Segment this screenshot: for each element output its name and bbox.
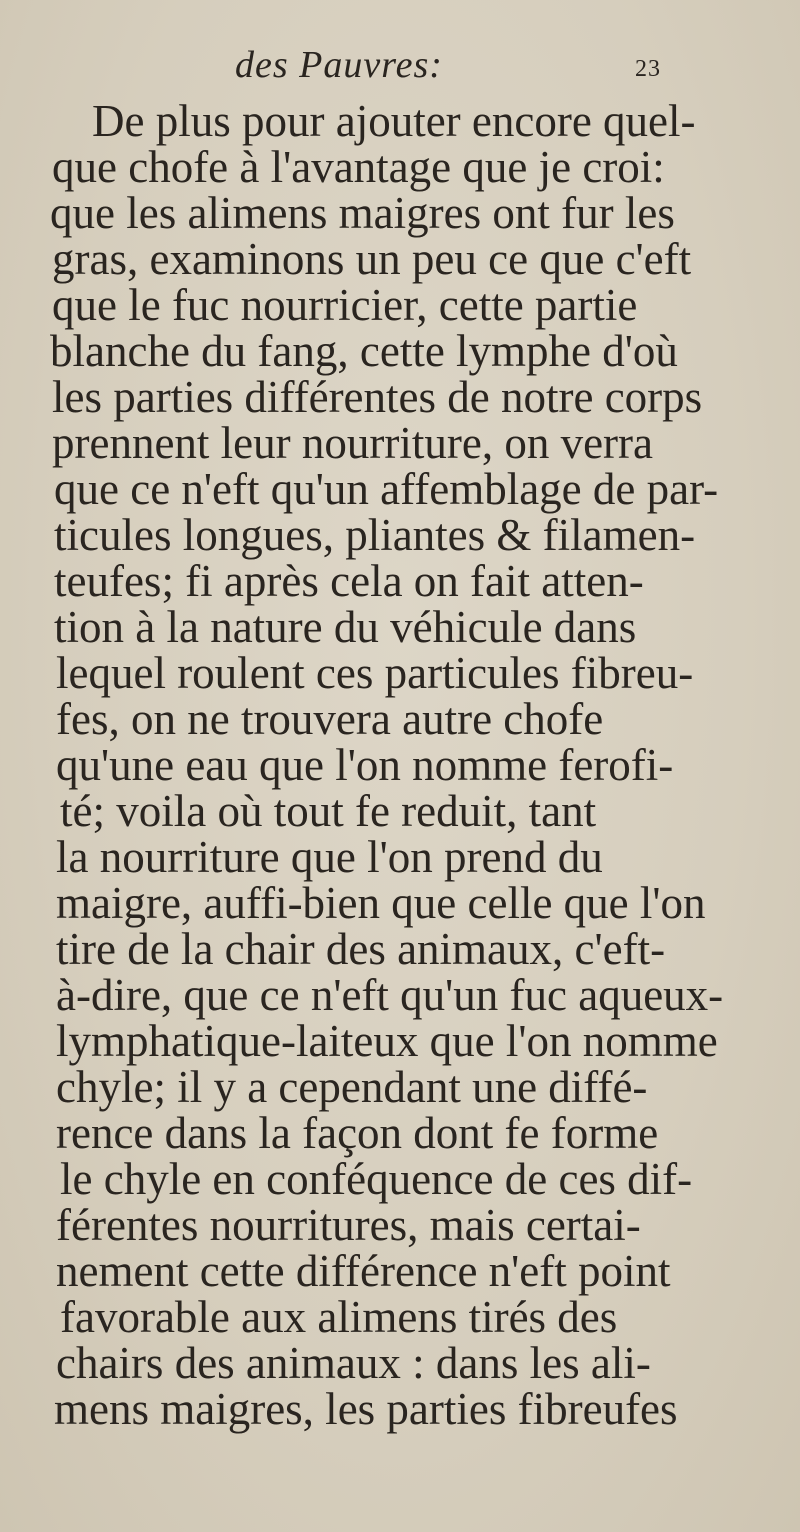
- text-line: maigre, auffi-bien que celle que l'on: [56, 878, 706, 928]
- text-line: férentes nourritures, mais certai-: [56, 1200, 641, 1250]
- running-title: des Pauvres:: [235, 44, 443, 86]
- text-line: ticules longues, pliantes & filamen-: [54, 510, 696, 560]
- text-line: la nourriture que l'on prend du: [56, 832, 603, 882]
- running-head: [235, 42, 675, 88]
- text-line: les parties différentes de notre corps: [52, 372, 703, 422]
- text-line: tire de la chair des animaux, c'eft-: [56, 924, 666, 974]
- text-line: chyle; il y a cependant une diffé-: [56, 1062, 648, 1112]
- text-line: que les alimens maigres ont fur les: [50, 188, 675, 238]
- text-line: favorable aux alimens tirés des: [60, 1292, 618, 1342]
- text-line: prennent leur nourriture, on verra: [52, 418, 653, 468]
- text-line: qu'une eau que l'on nomme ferofi-: [56, 740, 674, 790]
- text-line: mens maigres, les parties fibreufes: [54, 1384, 678, 1434]
- text-line: lequel roulent ces particules fibreu-: [56, 648, 694, 698]
- text-line: nement cette différence n'eft point: [56, 1246, 671, 1296]
- page-number: 23: [635, 56, 661, 82]
- text-line: fes, on ne trouvera autre chofe: [56, 694, 604, 744]
- text-line: teufes; fi après cela on fait atten-: [54, 556, 644, 606]
- text-line: rence dans la façon dont fe forme: [56, 1108, 659, 1158]
- text-line: lymphatique-laiteux que l'on nomme: [56, 1016, 718, 1066]
- text-line: chairs des animaux : dans les ali-: [56, 1338, 651, 1388]
- text-line: blanche du fang, cette lymphe d'où: [50, 326, 678, 376]
- text-line: gras, examinons un peu ce que c'eft: [52, 234, 692, 284]
- text-line: que le fuc nourricier, cette partie: [52, 280, 638, 330]
- text-line: que ce n'eft qu'un affemblage de par-: [54, 464, 719, 514]
- text-line: à-dire, que ce n'eft qu'un fuc aqueux-: [56, 970, 724, 1020]
- text-line: té; voila où tout fe reduit, tant: [60, 786, 597, 836]
- text-line: que chofe à l'avantage que je croi:: [52, 142, 665, 192]
- text-line: tion à la nature du véhicule dans: [54, 602, 637, 652]
- text-line: le chyle en conféquence de ces dif-: [60, 1154, 693, 1204]
- text-line: De plus pour ajouter encore quel-: [92, 96, 696, 146]
